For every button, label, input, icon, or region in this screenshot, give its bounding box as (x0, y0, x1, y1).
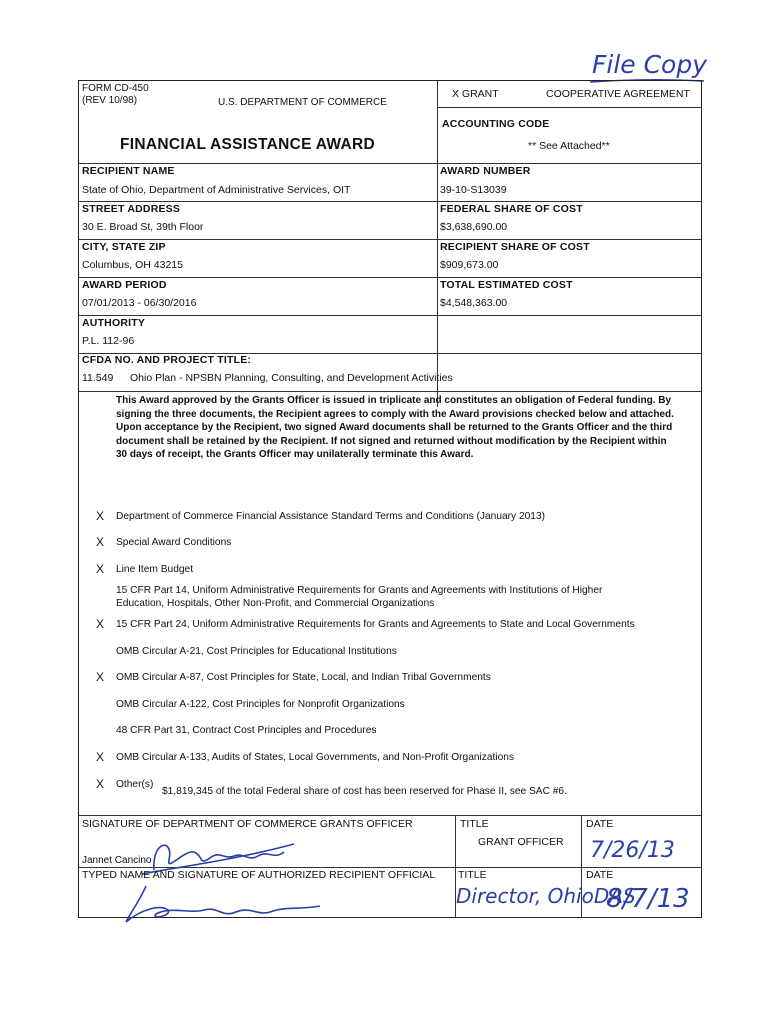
provision-text: OMB Circular A-122, Cost Principles for Nonprofit Organizations (116, 699, 405, 710)
officer-title: GRANT OFFICER (478, 836, 564, 848)
recipient-official-title: Director, OhioDAS (456, 884, 636, 908)
provision-text: Other(s) (116, 779, 154, 790)
provision-text: OMB Circular A-133, Audits of States, Local Governments, and Non-Profit Organizations (116, 752, 515, 763)
title-label-2: TITLE (458, 869, 487, 881)
provision-text: $1,819,345 of the total Federal share of cost has been reserved for Phase II, see SAC #6. (162, 786, 567, 797)
check-mark: X (96, 617, 105, 631)
federal-share: $3,638,690.00 (440, 221, 508, 233)
provision-item (96, 671, 696, 685)
check-mark: X (96, 509, 105, 523)
recipient-name: State of Ohio, Department of Administrative Services, OIT (82, 184, 351, 196)
street-address-label: STREET ADDRESS (82, 203, 181, 215)
provision-text: Education, Hospitals, Other Non-Profit, and Commercial Organizations (116, 598, 435, 609)
provision-item (116, 597, 696, 610)
provision-item (116, 698, 696, 711)
officer-name: Jannet Cancino (82, 855, 152, 866)
federal-share-label: FEDERAL SHARE OF COST (440, 203, 583, 215)
cfda-label: CFDA NO. AND PROJECT TITLE: (82, 354, 252, 366)
check-mark: X (96, 562, 105, 576)
date-label-2: DATE (586, 869, 614, 881)
recipient-signature-label: TYPED NAME AND SIGNATURE OF AUTHORIZED RECIPIENT OFFICIAL (82, 869, 436, 881)
grant-option: X GRANT (452, 88, 499, 100)
provision-item (96, 536, 696, 550)
cooperative-agreement-option: COOPERATIVE AGREEMENT (546, 88, 690, 100)
authority-label: AUTHORITY (82, 317, 146, 329)
provision-item (116, 645, 696, 658)
provision-text: OMB Circular A-87, Cost Principles for State, Local, and Indian Tribal Governments (116, 672, 491, 683)
city: Columbus, OH 43215 (82, 259, 183, 271)
form-revision: (REV 10/98) (82, 95, 138, 106)
form-title: FINANCIAL ASSISTANCE AWARD (120, 136, 375, 153)
file-copy-annotation: File Copy (592, 50, 708, 79)
provision-text: Special Award Conditions (116, 537, 232, 548)
provision-text: 15 CFR Part 24, Uniform Administrative Requirements for Grants and Agreements to State and Local Governments (116, 619, 635, 630)
provision-item (116, 584, 696, 597)
recipient-signed-date: 8/7/13 (606, 884, 690, 914)
total-cost-label: TOTAL ESTIMATED COST (440, 279, 573, 291)
authority: P.L. 112-96 (82, 335, 135, 347)
title-label: TITLE (460, 818, 489, 830)
check-mark: X (96, 777, 105, 791)
award-period: 07/01/2013 - 06/30/2016 (82, 297, 197, 309)
date-label: DATE (586, 818, 614, 830)
provision-text: Department of Commerce Financial Assistance Standard Terms and Conditions (January 2013) (116, 511, 546, 522)
check-mark: X (96, 750, 105, 764)
accounting-code-label: ACCOUNTING CODE (442, 118, 550, 130)
cfda-number: 11.549 (82, 372, 114, 384)
provision-item (96, 510, 696, 524)
recipient-name-label: RECIPIENT NAME (82, 165, 175, 177)
recipient-share-label: RECIPIENT SHARE OF COST (440, 241, 590, 253)
award-number-label: AWARD NUMBER (440, 165, 531, 177)
award-number: 39-10-S13039 (440, 184, 507, 196)
recipient-share: $909,673.00 (440, 259, 499, 271)
provision-item (96, 563, 696, 577)
provision-text: 48 CFR Part 31, Contract Cost Principles and Procedures (116, 725, 377, 736)
provision-text: OMB Circular A-21, Cost Principles for Educational Institutions (116, 646, 397, 657)
street-address: 30 E. Broad St, 39th Floor (82, 221, 204, 233)
total-cost: $4,548,363.00 (440, 297, 508, 309)
accounting-code-value: ** See Attached** (528, 140, 610, 152)
cfda-title: Ohio Plan - NPSBN Planning, Consulting, and Development Activities (130, 372, 453, 384)
provision-text: Line Item Budget (116, 564, 194, 575)
grants-officer-signature-label: SIGNATURE OF DEPARTMENT OF COMMERCE GRANTS OFFICER (82, 818, 413, 830)
city-label: CITY, STATE ZIP (82, 241, 166, 253)
award-statement: This Award approved by the Grants Officer is issued in triplicate and constitutes an obligation of Federal funding. By signing the three documents, the Recipient agrees to comply with the Award provisions checked below and attached. Upon acceptance by the Recipient, two signed Award documents shall be returned to the Grants Officer and the third document shall be retained by the Recipient. If not signed and returned without modification by the Recipient within 30 days of receipt, the Grants Officer may unilaterally terminate this Award. (116, 395, 674, 461)
award-period-label: AWARD PERIOD (82, 279, 167, 291)
officer-signed-date: 7/26/13 (590, 838, 675, 863)
provision-text: 15 CFR Part 14, Uniform Administrative Requirements for Grants and Agreements with Institutions of Higher (116, 585, 603, 596)
provision-item (162, 785, 682, 798)
form-number: FORM CD-450 (82, 83, 149, 94)
provision-item (96, 618, 696, 632)
provision-item (116, 724, 696, 737)
department-name: U.S. DEPARTMENT OF COMMERCE (218, 97, 387, 108)
check-mark: X (96, 670, 105, 684)
check-mark: X (96, 535, 105, 549)
recipient-signature (100, 870, 360, 930)
provision-item (96, 751, 696, 765)
